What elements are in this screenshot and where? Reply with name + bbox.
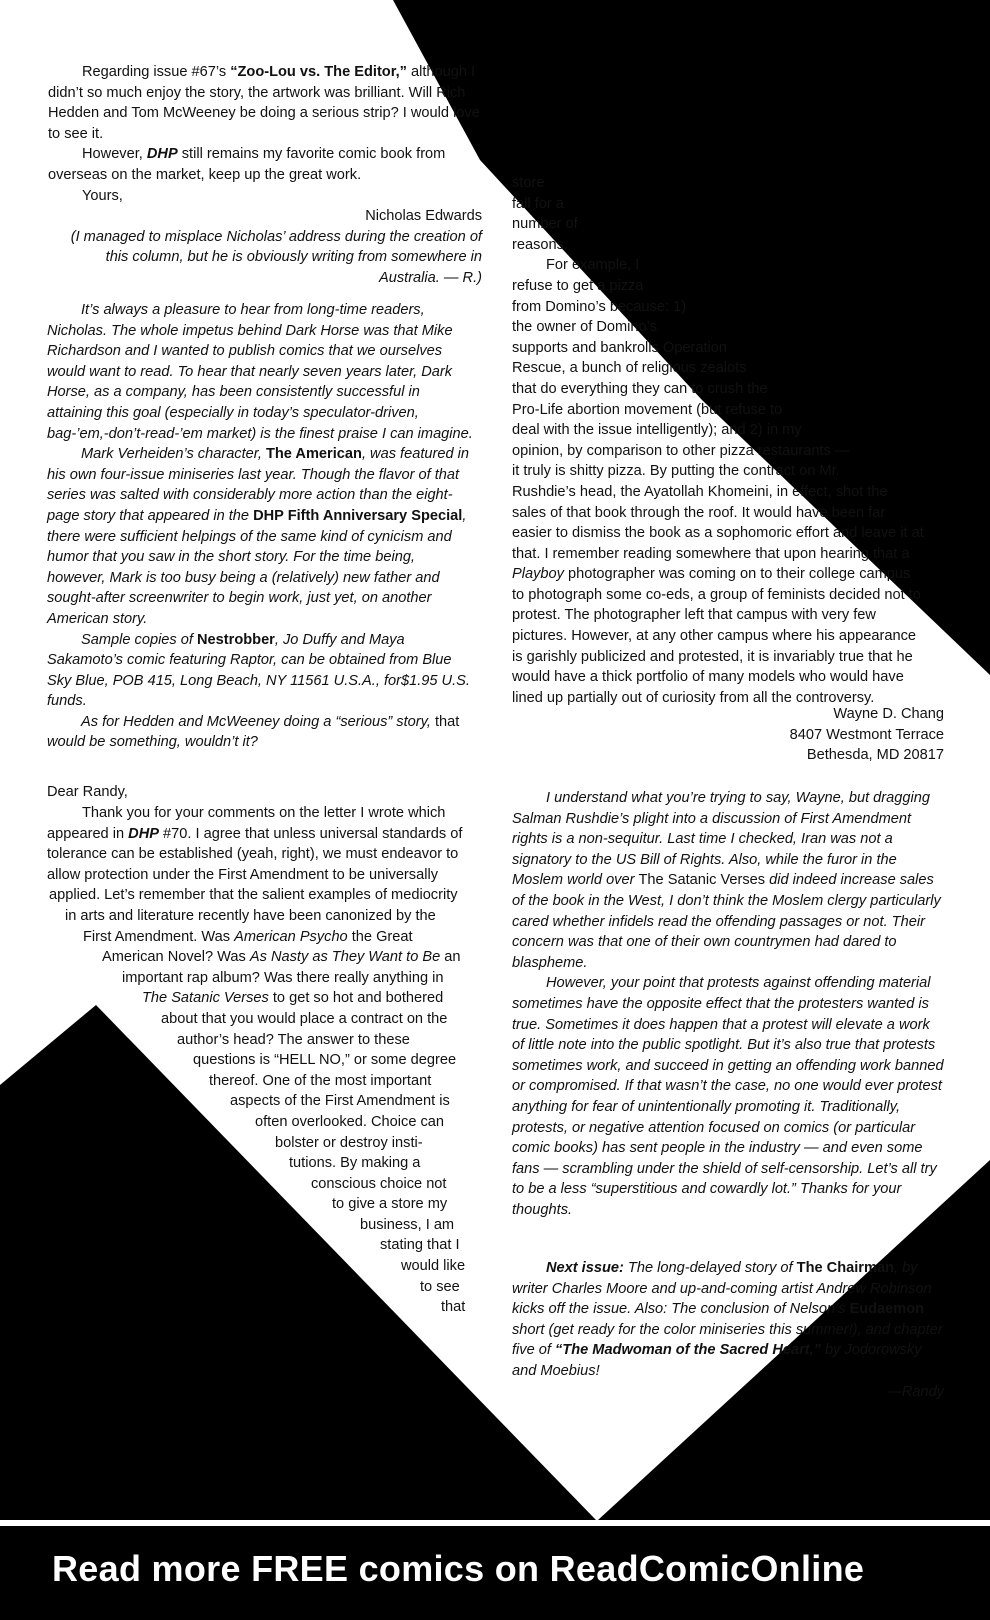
reply2-paragraph2: However, your point that protests against offending material sometimes have the opposite effect that the protesters wanted is true. Sometimes it does happen that a protest will elevate a work of little note into the public spotlight. But it’s also true that protests sometimes work, and succeed in getting an offending work banned or compromised. If that wasn’t the case, no one would ever protest anything for fear of unintentionally promoting it. Traditionally, protests, or negative attention focused on comics (or particular comic books) has sent people in the industry — and even some fans — scrambling under the shield of self-censorship. Let’s all try to be a less “superstitious and cowardly lot.” Thanks for your thoughts. — [512, 975, 944, 1218]
nestrobber-title: Nestrobber — [197, 631, 275, 648]
randy-signature: —Randy — [887, 1383, 944, 1400]
letter2-line: is garishly publicized and protested, it is invariably true that he — [512, 648, 913, 665]
letter2-signature: Wayne D. Chang — [833, 706, 944, 722]
the-american-title: The American — [265, 446, 362, 463]
letter2-line: allow protection under the First Amendment to be universally — [47, 866, 438, 883]
letter2-line: to give a store my — [332, 1196, 448, 1213]
letter2-line: First Amendment. Was American Psycho the Great — [83, 928, 413, 945]
letter2-right-column — [512, 173, 952, 708]
letter2-signature-block — [640, 704, 944, 766]
letter1-closing: Yours, — [82, 187, 123, 204]
dhp-title: DHP — [146, 146, 178, 163]
letter2-line: applied. Let’s remember that the salient examples of mediocrity — [49, 887, 458, 904]
letter2-line: conscious choice not — [311, 1175, 447, 1192]
letter2-line: bolster or destroy insti- — [275, 1134, 423, 1151]
letter2-line: fall for a — [512, 195, 564, 212]
letter2-line: opinion, by comparison to other pizza restaurants — — [512, 442, 850, 459]
next-issue-text: Next issue: The long-delayed story of The Chairman, by writer Charles Moore and up-and-coming artist Andrew Robinson kicks off the issue. Also: The conclusion of Nelson’s Eudaemon short (get ready for the color miniseries this summer!), and chapter five of “The Madwoman of the Sacred Heart,” by Jodorowsky and Moebius! — [512, 1260, 943, 1379]
chairman-title: The Chairman — [796, 1260, 894, 1276]
letter2-line: that do everything they can to crush the — [512, 380, 768, 397]
next-issue-block — [512, 1258, 944, 1402]
letter2-line: store — [512, 175, 545, 191]
reply1-paragraph2: Mark Verheiden’s character, The American, was featured in his own four-issue miniseries last year. Though the flavor of that series was salted with considerably more action than the eight-page story that appeared in the DHP Fifth Anniversary Special, there were sufficient helpings of the same kind of cynicism and humor that you saw in the short story. For the time being, however, Mark is too busy being a (relatively) new father and sought-after screenwriter to begin work, just yet, on another American story. — [47, 446, 470, 627]
reply1-paragraph1: It’s always a pleasure to hear from long-time readers, Nicholas. The whole impetus behind Dark Horse was that Mike Richardson and I wanted to publish comics that we ourselves would want to read. To hear that nearly seven years later, Dark Horse, as a company, has been consistently successful in attaining this goal (especially in today’s speculator-driven, bag-’em,-don’t-read-’em market) is the finest praise I can imagine. — [47, 302, 473, 442]
letter2-line: to photograph some co-eds, a group of feminists decided not to — [512, 586, 921, 603]
footer-link-text[interactable]: Read more FREE comics on ReadComicOnline — [52, 1548, 865, 1589]
letter2-line: supports and bankrolls Operation — [512, 339, 727, 356]
letter2-line: questions is “HELL NO,” or some degree — [193, 1052, 457, 1069]
letter2-left-column — [40, 803, 480, 1318]
letter2-line: protest. The photographer left that campus with very few — [512, 607, 876, 624]
letter2-line: that. I remember reading somewhere that upon hearing that a — [512, 545, 910, 562]
reply1-paragraph4: As for Hedden and McWeeney doing a “serious” story, that would be something, wouldn’t it? — [47, 713, 460, 751]
letter2-address1: 8407 Westmont Terrace — [789, 726, 944, 743]
letter2-line: from Domino’s because: 1) — [512, 298, 687, 315]
madwoman-title: “The Madwoman of the Sacred Heart,” — [555, 1342, 821, 1359]
letter2-line: Rescue, a bunch of religious zealots — [512, 360, 747, 377]
satanic-verses-title: The Satanic Verses — [638, 872, 766, 889]
letter2-line: reasons. — [512, 236, 568, 253]
editor-note: (I managed to misplace Nicholas’ address during the creation of this column, but he is obviously writing from somewhere in Australia. — R.) — [70, 228, 482, 286]
eudaemon-title: Eudaemon — [849, 1301, 925, 1318]
letter2-line: it truly is shitty pizza. By putting the contract on Mr. — [512, 463, 840, 480]
letter2-line: would have a thick portfolio of many models who would have — [512, 669, 904, 686]
letter2-line: in arts and literature recently have been canonized by the — [65, 907, 436, 924]
letter2-line: often overlooked. Choice can — [255, 1113, 445, 1130]
letter2-line: thereof. One of the most important — [209, 1072, 432, 1089]
letter2-line: aspects of the First Amendment is — [230, 1093, 450, 1110]
letter2-line: American Novel? Was As Nasty as They Want to Be an — [102, 949, 461, 966]
letter2-line: Playboy photographer was coming on to their college campus — [512, 566, 911, 583]
letter2-line: refuse to get a pizza — [512, 277, 644, 294]
letter2-address2: Bethesda, MD 20817 — [806, 747, 944, 764]
letter2-line: business, I am — [360, 1216, 455, 1233]
reply1-paragraph3: Sample copies of Nestrobber, Jo Duffy and Maya Sakamoto’s comic featuring Raptor, can be obtained from Blue Sky Blue, POB 415, Long Beach, NY 11561 U.S.A., for$1.95 U.S. funds. — [47, 631, 470, 710]
letter2-line: Thank you for your comments on the letter I wrote which — [82, 805, 446, 821]
footer-banner[interactable] — [0, 1526, 990, 1620]
reply-to-wayne — [512, 788, 944, 1220]
letter2-line: important rap album? Was there really anything in — [122, 969, 444, 986]
letter2-line: Pro-Life abortion movement (but refuse to — [512, 401, 783, 418]
letter2-line: to see — [420, 1278, 460, 1295]
letter2-line: The Satanic Verses to get so hot and bothered — [142, 990, 444, 1007]
letter2-line: would like — [401, 1258, 466, 1275]
letter-nicholas — [48, 62, 482, 289]
letter2-line: number of — [512, 216, 578, 233]
letter2-line: tolerance can be established (yeah, right), we must endeavor to — [47, 846, 459, 863]
letter1-intro: Regarding issue #67’s “Zoo-Lou vs. The Editor,” although I didn’t so much enjoy the story, the artwork was brilliant. Will Rich Hedden and Tom McWeeney be doing a serious strip? I would love to see it. — [48, 64, 480, 142]
letter2-line: lined up partially out of curiosity from all the controversy. — [512, 689, 875, 706]
letter2-line: tutions. By making a — [289, 1155, 421, 1172]
letter2-line: author’s head? The answer to these — [177, 1031, 410, 1048]
letter1-signature: Nicholas Edwards — [365, 208, 482, 225]
letter2-line: Rushdie’s head, the Ayatollah Khomeini, in effect, shot the — [512, 483, 888, 500]
letter2-line: pictures. However, at any other campus where his appearance — [512, 628, 916, 645]
reply2-paragraph1: I understand what you’re trying to say, Wayne, but dragging Salman Rushdie’s plight into a discussion of First Amendment rights is a non-sequitur. Last time I checked, Iran was not a signatory to the US Bill of Rights. Also, while the furor in the Moslem world over The Satanic Verses did indeed increase sales of the book in the West, I don’t think the Moslem clergy particularly cared whether infidels read the offending passages or not. Their concern was that one of their own countrymen had dared to blaspheme. — [512, 790, 941, 971]
letter2-line: deal with the issue intelligently); and 2) in my — [512, 422, 802, 439]
letter2-line: For example, I — [546, 257, 640, 274]
letter2-line: about that you would place a contract on the — [161, 1010, 448, 1027]
anniversary-special-title: DHP Fifth Anniversary Special — [253, 507, 463, 524]
letter2-line: appeared in DHP #70. I agree that unless universal standards of — [47, 825, 463, 842]
letter1-paragraph: However, DHP still remains my favorite comic book from overseas on the market, keep up the great work. — [48, 146, 446, 183]
letter2-line: easier to dismiss the book as a sophomoric effort and leave it at — [512, 525, 924, 542]
letter2-line: that — [441, 1299, 466, 1316]
letter2-line: sales of that book through the roof. It would have been far — [512, 504, 886, 521]
next-issue-label: Next issue: — [546, 1260, 624, 1276]
reply-to-nicholas — [47, 300, 475, 753]
letter2-greeting: Dear Randy, — [47, 784, 128, 800]
zoolou-title: “Zoo-Lou vs. The Editor,” — [230, 64, 407, 80]
letter2-line: the owner of Domino’s — [512, 319, 657, 336]
letter2-line: stating that I — [380, 1237, 460, 1254]
